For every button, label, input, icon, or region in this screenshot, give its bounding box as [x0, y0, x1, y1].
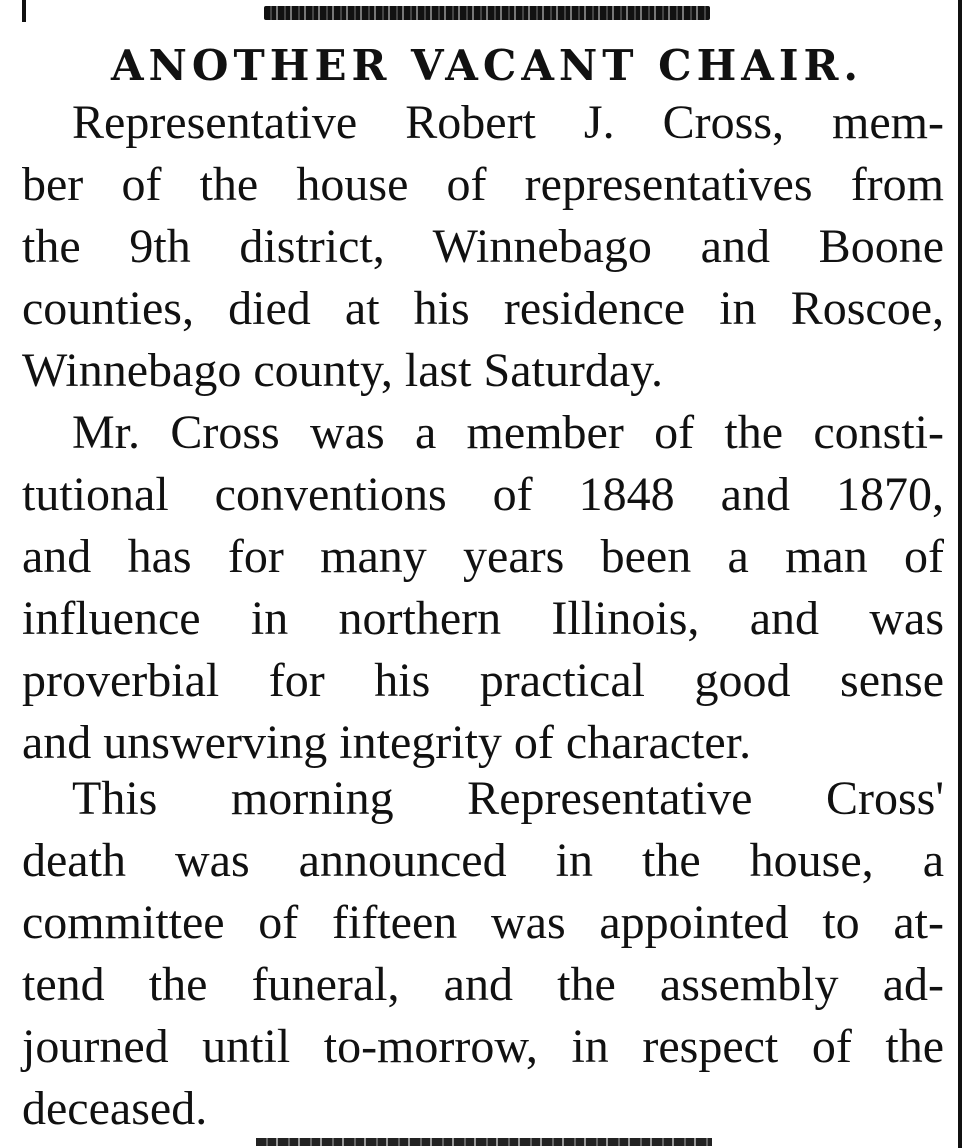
- paragraph-line: Mr. Cross was a member of the consti-: [72, 406, 944, 459]
- paragraph-line: tend the funeral, and the assembly ad-: [22, 958, 944, 1011]
- paragraph-line: Winnebago county, last Saturday.: [22, 344, 664, 397]
- paragraph-line: and unswerving integrity of character.: [22, 716, 752, 769]
- paragraph-line: This morning Representative Cross': [72, 772, 944, 825]
- paragraph-line: ber of the house of representatives from: [22, 158, 944, 211]
- paragraph-line: counties, died at his residence in Roscoe,: [22, 282, 944, 335]
- paragraph-line: committee of fifteen was appointed to at-: [22, 896, 944, 949]
- article-paragraph-2: [22, 402, 944, 774]
- paragraph-line: influence in northern Illinois, and was: [22, 592, 944, 645]
- article-headline: ANOTHER VACANT CHAIR.: [110, 41, 864, 90]
- top-ornament-rule: [264, 6, 710, 20]
- paragraph-line: and has for many years been a man of: [22, 530, 944, 583]
- column-rule-left: [22, 0, 26, 22]
- paragraph-line: proverbial for his practical good sense: [22, 654, 944, 707]
- paragraph-line: journed until to-morrow, in respect of the: [22, 1020, 944, 1073]
- article-paragraph-3: [22, 768, 944, 1140]
- paragraph-line: death was announced in the house, a: [22, 834, 944, 887]
- paragraph-line: Representative Robert J. Cross, mem-: [72, 96, 944, 149]
- paragraph-line: tutional conventions of 1848 and 1870,: [22, 468, 944, 521]
- article-paragraph-1: [22, 92, 944, 402]
- bottom-ornament-rule: [256, 1138, 712, 1146]
- paragraph-line: the 9th district, Winnebago and Boone: [22, 220, 944, 273]
- paragraph-line: deceased.: [22, 1082, 208, 1135]
- column-rule-right: [958, 0, 962, 1148]
